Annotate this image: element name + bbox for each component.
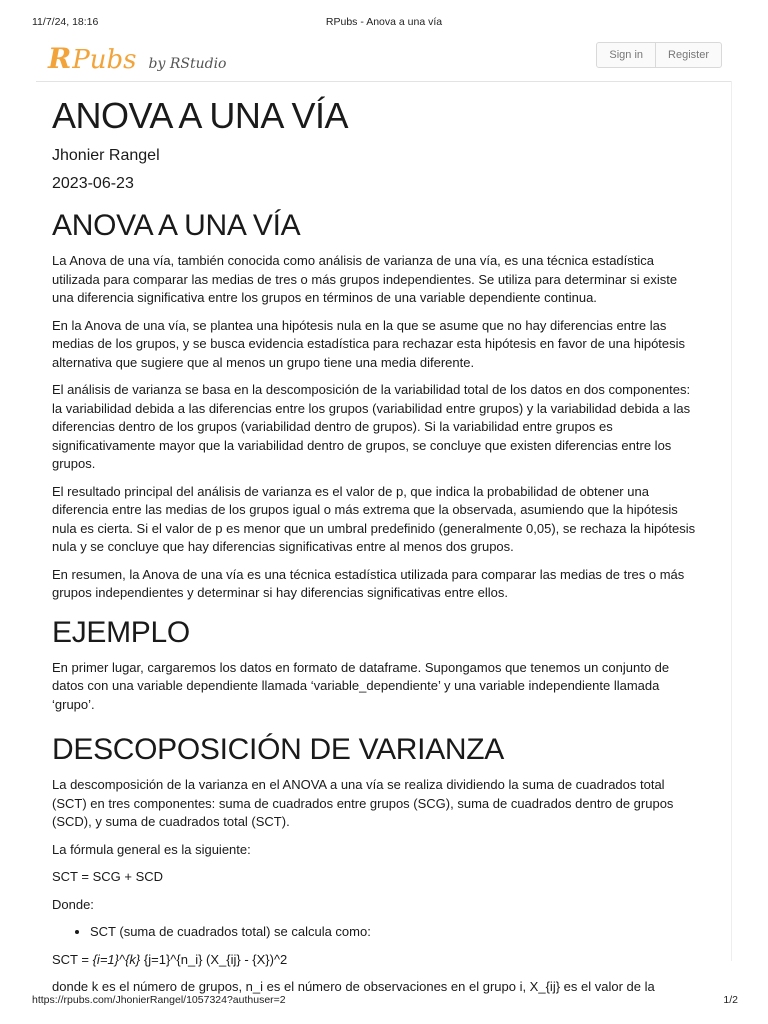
- paragraph: donde k es el número de grupos, n_i es el número de observaciones en el grupo i, X_{ij} es el valor de la: [52, 979, 655, 994]
- paragraph: Donde:: [52, 896, 94, 912]
- paragraph: El resultado principal del análisis de varianza es el valor de p, que indica la probabilidad de obtener una diferencia entre las medias de los grupos igual o más extrema que la observada, asumiendo que la hipótesis nula es cierta. Si el valor de p es menor que un umbral predefinido (generalmente 0,05), se rechaza la hipótesis nula y se concluye que hay diferencias significativas entre al menos dos grupos.: [52, 483, 696, 554]
- logo-pubs: Pubs: [72, 45, 137, 75]
- paragraph: La Anova de una vía, también conocida como análisis de varianza de una vía, es una técnica estadística utilizada para comparar las medias de tres o más grupos independientes. Se utiliza para determinar si existe una diferencia significativa entre los grupos en términos de una variable dependiente continua.: [52, 253, 678, 305]
- list-item: • SCT (suma de cuadrados total) se calcula como:: [90, 923, 697, 942]
- register-button[interactable]: Register: [655, 43, 721, 67]
- paragraph: La descomposición de la varianza en el ANOVA a una vía se realiza dividiendo la suma de cuadrados total (SCT) en tres componentes: suma de cuadrados entre grupos (SCG), suma de cuadrados dentro de grupos (SCD), y suma de cuadrados total (SCT).: [52, 777, 674, 829]
- content-border: [731, 81, 732, 961]
- section-heading-anova: ANOVA A UNA VÍA: [52, 209, 301, 242]
- auth-buttons: [596, 42, 722, 68]
- paragraph: En resumen, la Anova de una vía es una técnica estadística utilizada para comparar las medias de tres o más grupos independientes y determinar si hay diferencias significativas entre ellos.: [52, 566, 685, 600]
- print-header: [0, 16, 768, 30]
- navbar: [36, 36, 732, 82]
- print-url: https://rpubs.com/JhonierRangel/1057324?authuser=2: [32, 994, 286, 1006]
- section-heading-descomposicion: DESCOPOSICIÓN DE VARIANZA: [52, 733, 505, 766]
- logo-by-rstudio: by RStudio: [148, 56, 227, 72]
- print-page-title: RPubs - Anova a una vía: [325, 16, 443, 28]
- document-title: ANOVA A UNA VÍA: [52, 95, 348, 136]
- paragraph: La fórmula general es la siguiente:: [52, 841, 251, 857]
- formula-line: SCT = SCG + SCD: [52, 869, 164, 884]
- print-datetime: 11/7/24, 18:16: [32, 16, 99, 28]
- paragraph: En primer lugar, cargaremos los datos en formato de dataframe. Supongamos que tenemos un conjunto de datos con una variable dependiente llamada ‘variable_dependiente’ y una variable independiente llamada ‘grupo’.: [52, 659, 670, 712]
- formula-italic: {i=1}^{k}: [92, 951, 141, 967]
- document-content: [52, 92, 697, 1006]
- sign-in-button[interactable]: Sign in: [609, 49, 644, 61]
- print-page-number: 1/2: [723, 994, 738, 1006]
- formula-line: [52, 951, 697, 970]
- paragraph: En la Anova de una vía, se plantea una hipótesis nula en la que se asume que no hay diferencias entre las medias de los grupos, y se busca evidencia estadística para rechazar esta hipótesis en favor de una hipótesis alternativa que sugiere que al menos un grupo tiene una media diferente.: [52, 317, 686, 370]
- section-heading-ejemplo: EJEMPLO: [52, 615, 190, 649]
- rpubs-logo[interactable]: [48, 42, 226, 75]
- bullet-list: [52, 923, 697, 942]
- formula-suffix: {j=1}^{n_i} (X_{ij} - {X})^2: [140, 951, 288, 967]
- print-footer: [0, 994, 768, 1008]
- document-author: Jhonier Rangel: [52, 147, 160, 164]
- logo-r: R: [48, 42, 72, 75]
- formula-prefix: SCT =: [52, 951, 93, 967]
- paragraph: El análisis de varianza se basa en la descomposición de la variabilidad total de los datos en dos componentes: la variabilidad debida a las diferencias entre los grupos (variabilidad entre grupos) y la variabilidad debida a las diferencias dentro de los grupos (variabilidad dentro de grupos). Si la variabilidad entre grupos es significativamente mayor que la variabilidad dentro de grupos, se concluye que existen diferencias entre los grupos.: [52, 382, 691, 471]
- document-date: 2023-06-23: [52, 175, 134, 192]
